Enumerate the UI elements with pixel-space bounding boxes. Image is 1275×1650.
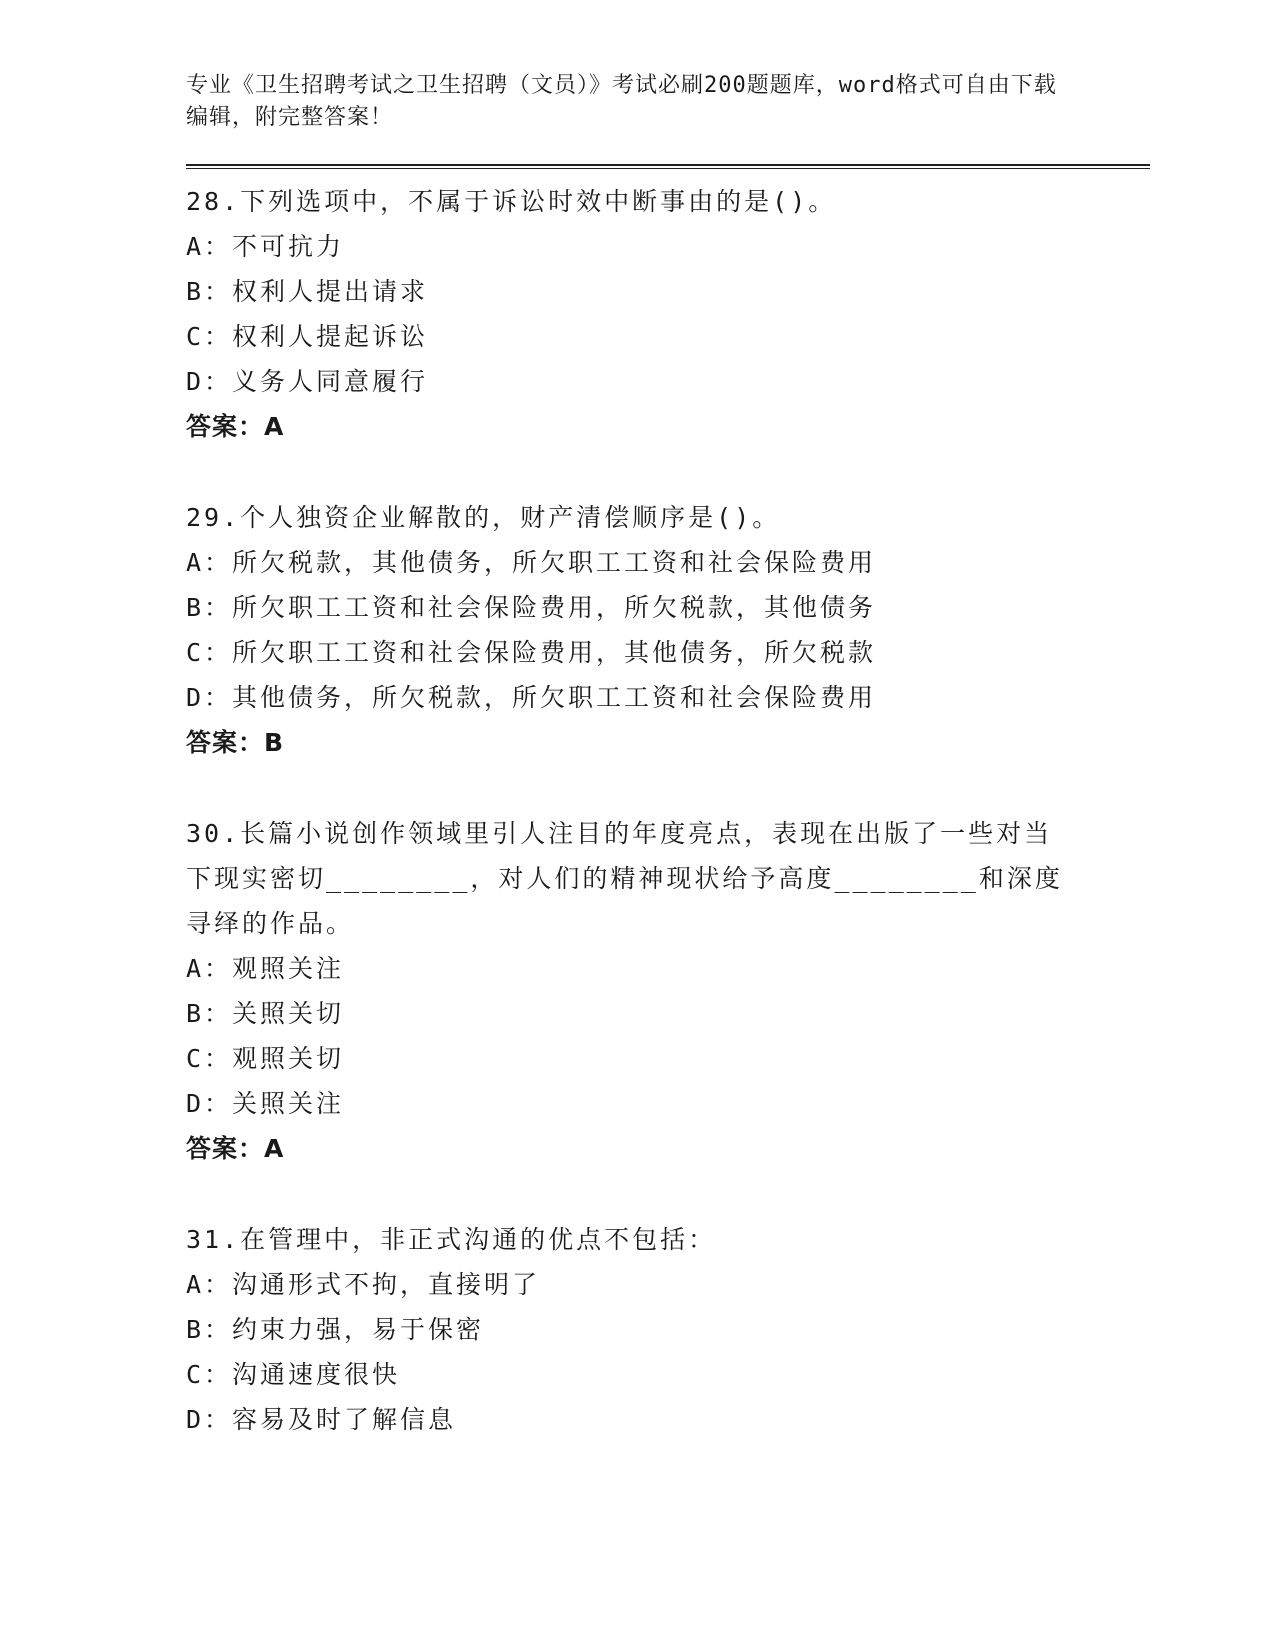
question-31: [186, 1217, 1166, 1442]
option-d: D：其他债务，所欠税款，所欠职工工资和社会保险费用: [186, 683, 877, 712]
option-a: A：所欠税款，其他债务，所欠职工工资和社会保险费用: [186, 548, 877, 577]
option-a: A：沟通形式不拘，直接明了: [186, 1270, 541, 1299]
answer-line: 答案：A: [186, 1134, 285, 1163]
question-stem: 28.下列选项中，不属于诉讼时效中断事由的是()。: [186, 187, 837, 216]
question-28: [186, 179, 1166, 449]
option-a: A：不可抗力: [186, 232, 345, 261]
option-c: C：权利人提起诉讼: [186, 322, 429, 351]
question-stem: 29.个人独资企业解散的，财产清偿顺序是()。: [186, 503, 781, 532]
option-c: C：沟通速度很快: [186, 1360, 401, 1389]
answer-line: 答案：A: [186, 412, 285, 441]
answer-line: 答案：B: [186, 728, 285, 757]
option-a: A：观照关注: [186, 954, 345, 983]
question-stem: 30.长篇小说创作领域里引人注目的年度亮点，表现在出版了一些对当下现实密切________，对人们的精神现状给予高度________和深度寻绎的作品。: [186, 819, 1063, 938]
option-b: B：权利人提出请求: [186, 277, 429, 306]
document-intro: 专业《卫生招聘考试之卫生招聘（文员）》考试必刷200题题库，word格式可自由下载编辑，附完整答案！: [186, 73, 1057, 130]
question-list: [186, 179, 1166, 1442]
header-divider: [186, 164, 1150, 169]
option-c: C：观照关切: [186, 1044, 345, 1073]
option-d: D：容易及时了解信息: [186, 1405, 457, 1434]
option-b: B：关照关切: [186, 999, 345, 1028]
question-30: [186, 811, 1166, 1171]
option-c: C：所欠职工工资和社会保险费用，其他债务，所欠税款: [186, 638, 877, 667]
option-d: D：关照关注: [186, 1089, 345, 1118]
document-page: [186, 70, 1166, 1488]
option-d: D：义务人同意履行: [186, 367, 429, 396]
question-stem: 31.在管理中，非正式沟通的优点不包括：: [186, 1225, 717, 1254]
option-b: B：约束力强，易于保密: [186, 1315, 485, 1344]
question-29: [186, 495, 1166, 765]
option-b: B：所欠职工工资和社会保险费用，所欠税款，其他债务: [186, 593, 877, 622]
